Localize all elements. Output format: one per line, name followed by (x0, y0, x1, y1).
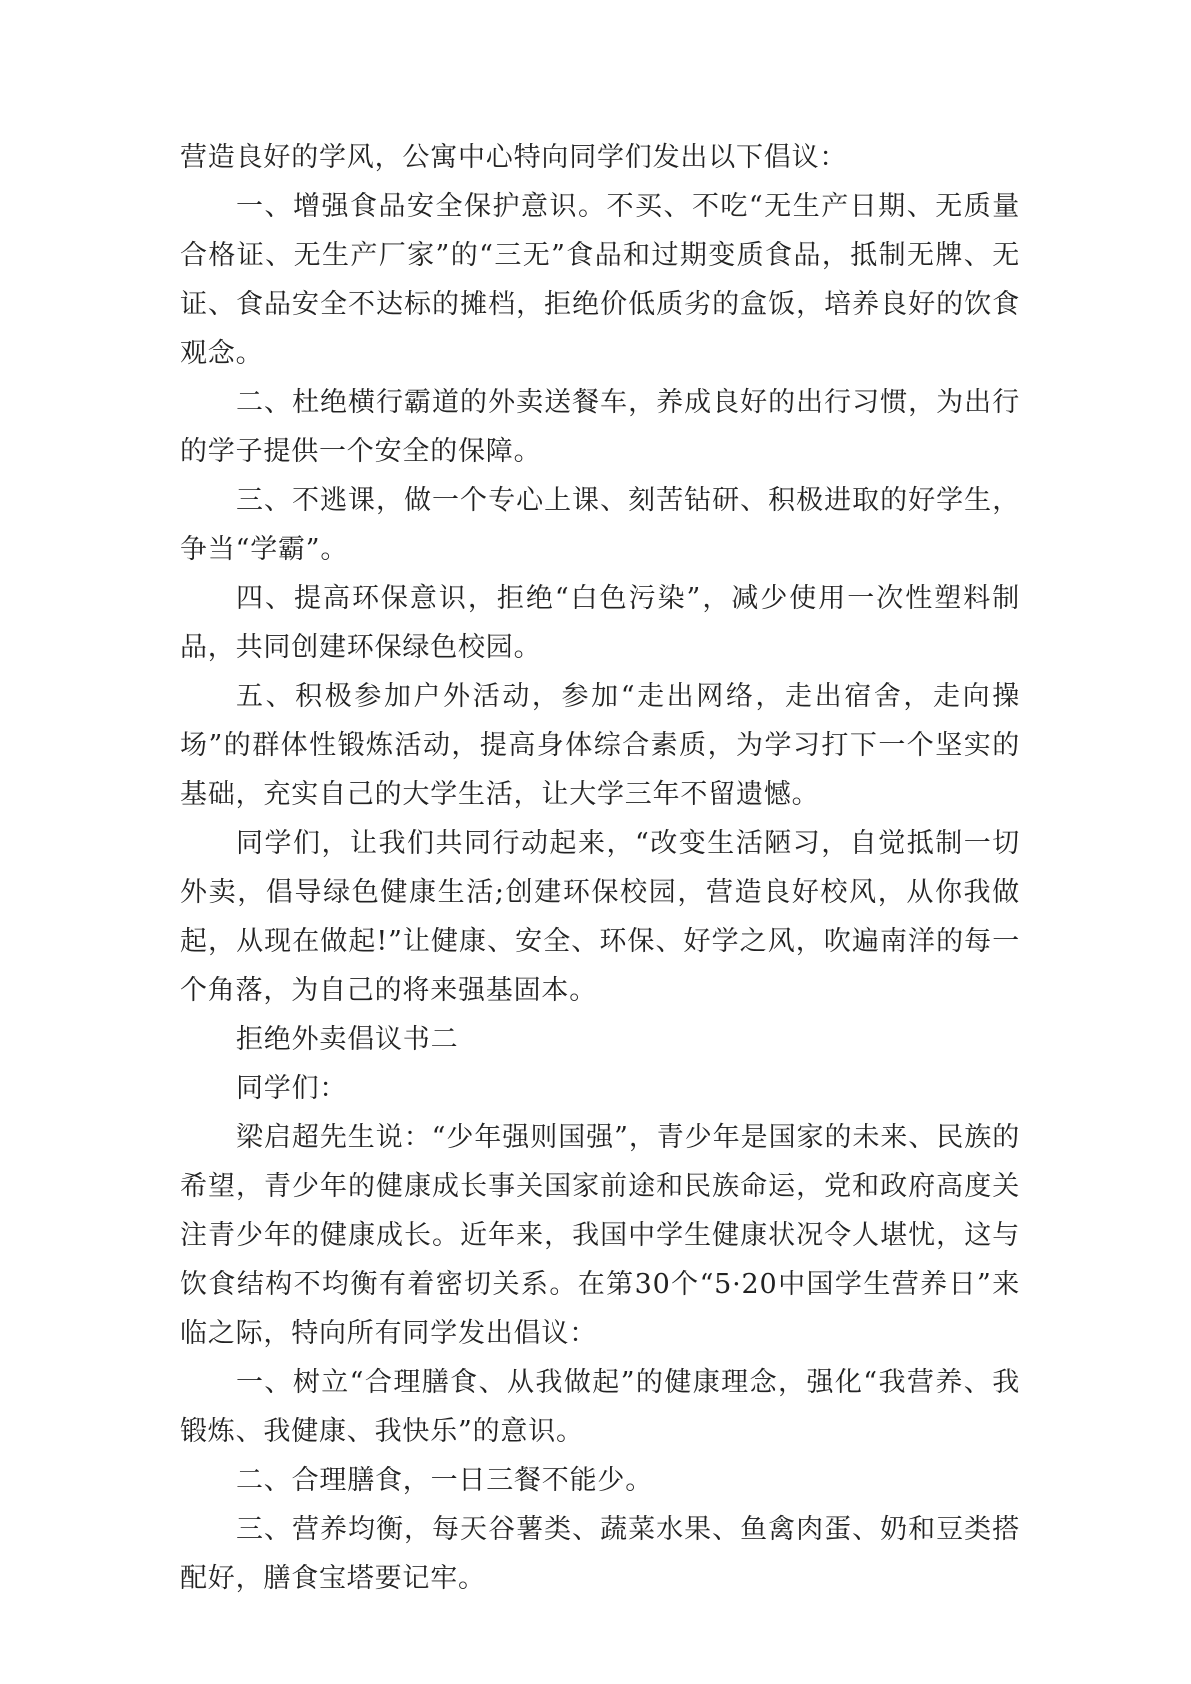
section-title-proposal-two: 拒绝外卖倡议书二 (236, 1024, 459, 1055)
paragraph-liang-qichao: 梁启超先生说：“少年强则国强”，青少年是国家的未来、民族的希望，青少年的健康成长事关国家前途和民族命运，党和政府高度关注青少年的健康成长。近年来，我国中学生健康状况令人堪忧，这与饮食结构不均衡有着密切关系。在第30个“5·20中国学生营养日”来临之际，特向所有同学发出倡议： (180, 1122, 1020, 1349)
paragraph-delivery-vehicles: 二、杜绝横行霸道的外卖送餐车，养成良好的出行习惯，为出行的学子提供一个安全的保障。 (180, 387, 1020, 467)
paragraph-outdoor-activity: 五、积极参加户外活动，参加“走出网络，走出宿舍，走向操场”的群体性锻炼活动，提高身体综合素质，为学习打下一个坚实的基础，充实自己的大学生活，让大学三年不留遗憾。 (180, 681, 1020, 810)
paragraph-intro: 营造良好的学风，公寓中心特向同学们发出以下倡议： (180, 142, 848, 173)
paragraph-attend-class: 三、不逃课，做一个专心上课、刻苦钻研、积极进取的好学生，争当“学霸”。 (180, 485, 1020, 565)
paragraph-environment: 四、提高环保意识，拒绝“白色污染”，减少使用一次性塑料制品，共同创建环保绿色校园。 (180, 583, 1020, 663)
paragraph-healthy-concept: 一、树立“合理膳食、从我做起”的健康理念，强化“我营养、我锻炼、我健康、我快乐”的意识。 (180, 1367, 1020, 1447)
paragraph-balanced-nutrition: 三、营养均衡，每天谷薯类、蔬菜水果、鱼禽肉蛋、奶和豆类搭配好，膳食宝塔要记牢。 (180, 1514, 1020, 1594)
paragraph-call-to-action: 同学们，让我们共同行动起来，“改变生活陋习，自觉抵制一切外卖，倡导绿色健康生活;创建环保校园，营造良好校风，从你我做起，从现在做起!”让健康、安全、环保、好学之风，吹遍南洋的每一个角落，为自己的将来强基固本。 (180, 828, 1020, 1006)
salutation: 同学们： (236, 1073, 348, 1104)
document-body (180, 133, 1020, 1603)
paragraph-food-safety: 一、增强食品安全保护意识。不买、不吃“无生产日期、无质量合格证、无生产厂家”的“三无”食品和过期变质食品，抵制无牌、无证、食品安全不达标的摊档，拒绝价低质劣的盒饭，培养良好的饮食观念。 (180, 191, 1020, 369)
paragraph-three-meals: 二、合理膳食，一日三餐不能少。 (236, 1465, 653, 1496)
